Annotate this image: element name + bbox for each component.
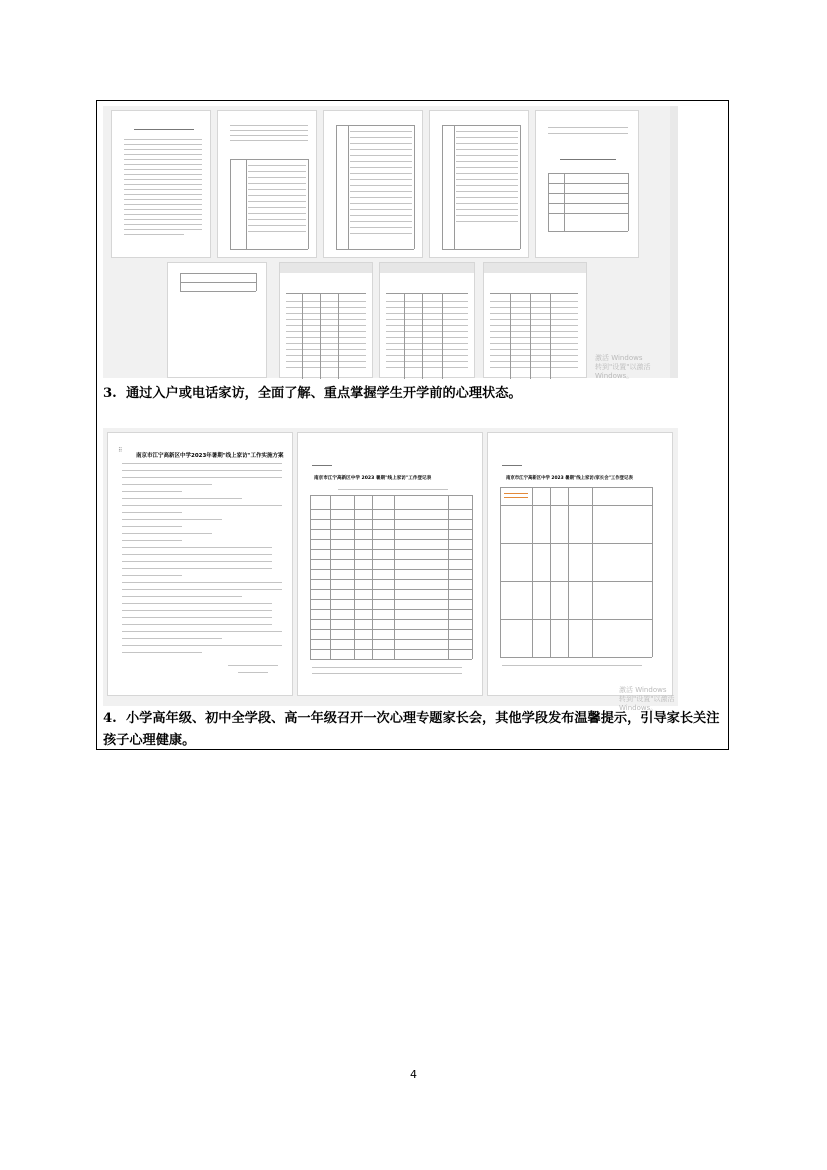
caption-item-3: 3. 通过入户或电话家访，全面了解、重点掌握学生开学前的心理状态。 — [103, 386, 522, 401]
screenshot-document-thumbnails — [103, 106, 678, 378]
phone-screenshot-2 — [379, 262, 475, 378]
doc-thumbnail-4 — [429, 110, 529, 258]
doc-thumbnail-3 — [323, 110, 423, 258]
caption-item-4: 4. 小学高年级、初中全学段、高一年级召开一次心理专题家长会，其他学段发布温馨提示，引导家长关注孩子心理健康。 — [103, 711, 720, 748]
phone-screenshot-3 — [483, 262, 587, 378]
doc-page-parent-meeting-form: 南京市江宁高新区中学 2023 暑期"线上家访/家长会"工作登记表 — [487, 432, 673, 696]
screenshot-document-pages — [103, 428, 678, 712]
page-number: 4 — [410, 1068, 417, 1081]
doc-page-plan: ⠿ 南京市江宁高新区中学2023年暑期"线上家访"工作实施方案 — [107, 432, 293, 696]
activation-watermark-2: 激活 Windows 转到"设置"以激活 Windows。 — [619, 686, 675, 712]
drag-handle-icon: ⠿ — [118, 447, 123, 454]
doc-thumbnail-6 — [167, 262, 267, 378]
scrollbar — [670, 106, 678, 378]
activation-watermark-1: 激活 Windows 转到"设置"以激活 Windows。 — [595, 354, 651, 380]
doc-page-home-visit-form: 南京市江宁高新区中学 2023 暑期"线上家访"工作登记表 — [297, 432, 483, 696]
doc-thumbnail-1 — [111, 110, 211, 258]
phone-screenshot-1 — [279, 262, 373, 378]
doc-thumbnail-5 — [535, 110, 639, 258]
doc-thumbnail-2 — [217, 110, 317, 258]
